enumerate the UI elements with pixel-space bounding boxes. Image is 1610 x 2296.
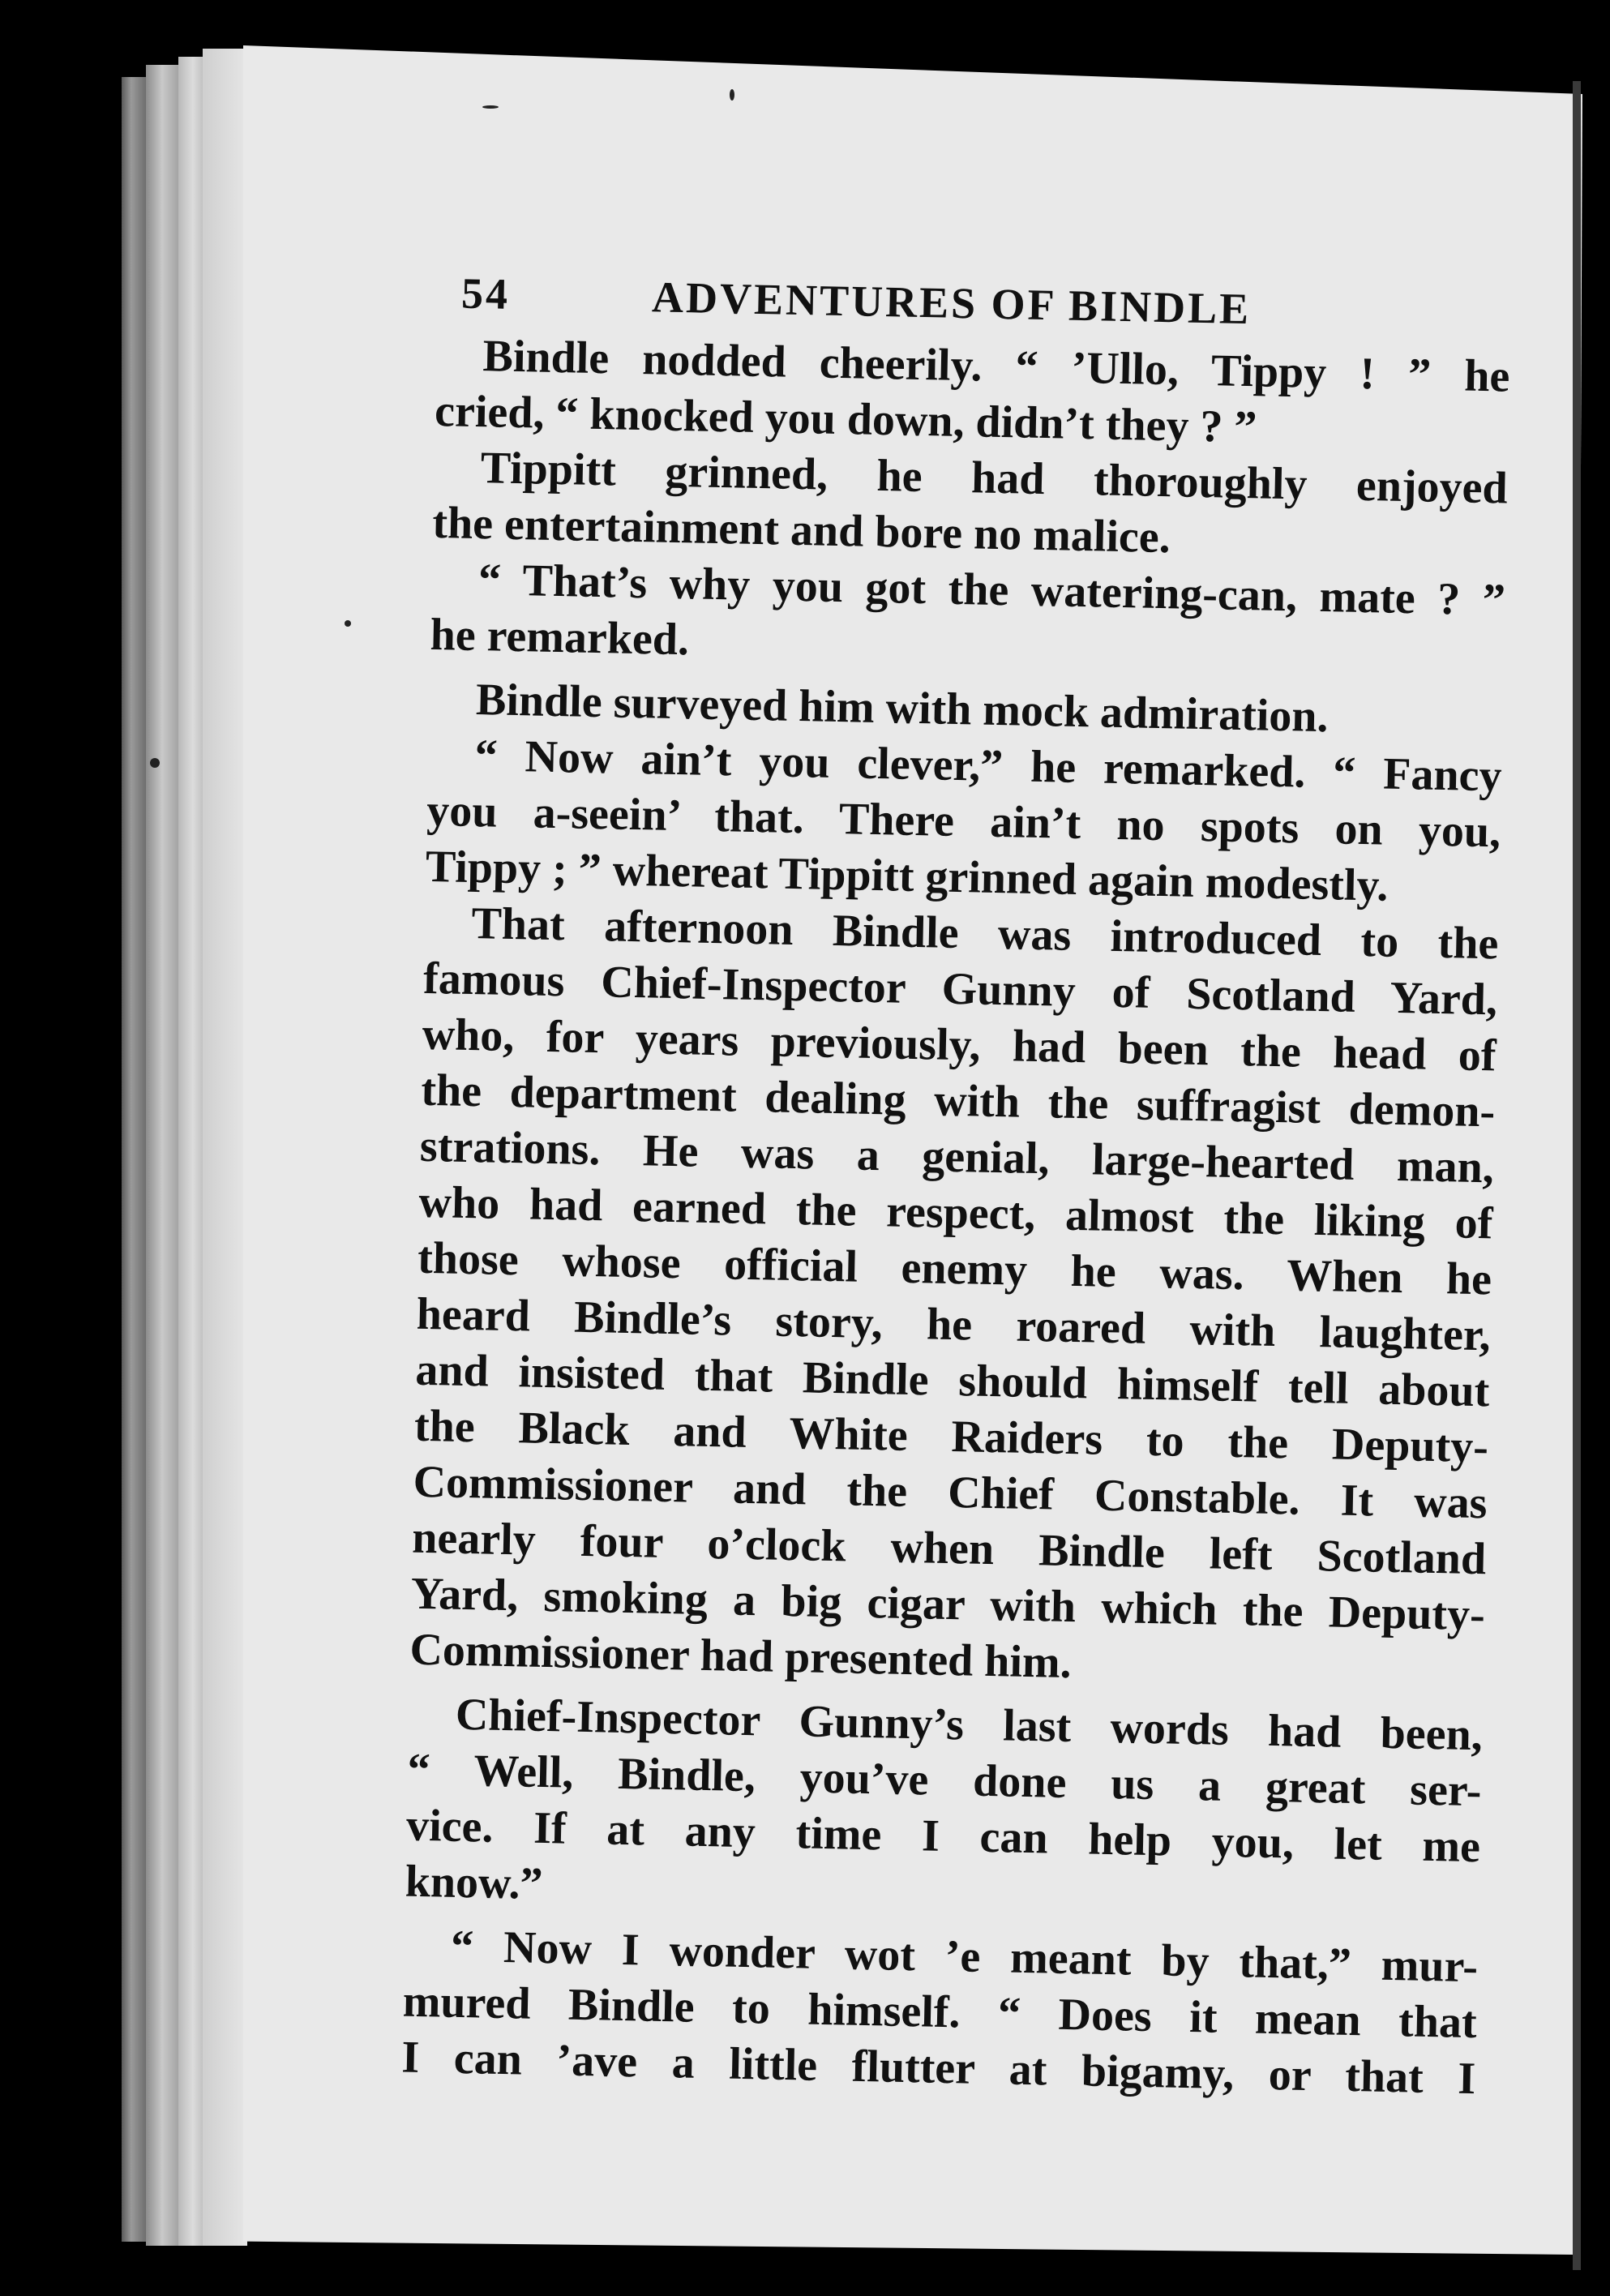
text-line: vice. If at any time I can help you, let me (405, 1800, 1481, 1873)
text-line: Chief-Inspector Gunny’s last words had been, (455, 1689, 1484, 1761)
page-number: 54 (460, 268, 511, 319)
text-line: the department dealing with the suffragist demon- (420, 1064, 1496, 1137)
text-line: Tippy ; ” whereat Tippitt grinned again modestly. (425, 841, 1389, 911)
page-right-edge (1573, 81, 1581, 2270)
text-line: “ Now I wonder wot ’e meant by that,” mur- (450, 1921, 1479, 1993)
text-line: famous Chief-Inspector Gunny of Scotland Yard, (422, 953, 1498, 1026)
text-line: nearly four o’clock when Bindle left Scotland (411, 1512, 1487, 1585)
text-line: Commissioner and the Chief Constable. It was (413, 1456, 1488, 1529)
text-line: Yard, smoking a big cigar with which the Deputy- (410, 1568, 1486, 1641)
book-title: ADVENTURES OF BINDLE (651, 272, 1252, 334)
text-line: heard Bindle’s story, he roared with laughter, (416, 1288, 1492, 1361)
book-edge-inner (178, 57, 203, 2246)
scan-speck (730, 89, 734, 101)
scan-speck (482, 105, 499, 109)
text-line: Bindle surveyed him with mock admiration. (475, 675, 1330, 743)
book-gutter (203, 49, 247, 2246)
text-line: I can ’ave a little flutter at bigamy, or that I (400, 2032, 1476, 2105)
text-line: “ That’s why you got the watering-can, mate ? ” (477, 555, 1506, 626)
text-line: “ Now ain’t you clever,” he remarked. “ Fancy (474, 730, 1503, 802)
page-text (401, 259, 1512, 2107)
text-line: he remarked. (430, 609, 690, 666)
scan-speck (345, 620, 351, 627)
text-line: the entertainment and bore no malice. (431, 497, 1171, 563)
book-edge-outer (122, 77, 146, 2242)
text-line: strations. He was a genial, large-hearted man, (419, 1120, 1495, 1193)
scan-speck (150, 758, 160, 768)
text-line: Commissioner had presented him. (409, 1624, 1073, 1689)
text-line: you a-seein’ that. There ain’t no spots on you, (426, 785, 1501, 858)
text-line: who, for years previously, had been the head of (422, 1009, 1497, 1082)
text-line: who had earned the respect, almost the liking of (418, 1176, 1494, 1249)
text-line: the Black and White Raiders to the Deputy- (413, 1400, 1489, 1473)
book-edge-middle (146, 65, 178, 2246)
text-line: cried, “ knocked you down, didn’t they ? ” (434, 385, 1258, 453)
text-line: know.” (405, 1856, 544, 1909)
text-line: those whose official enemy he was. When he (417, 1232, 1492, 1305)
text-line: Bindle nodded cheerily. “ ’Ullo, Tippy ! ” he (482, 331, 1510, 402)
text-line: mured Bindle to himself. “ Does it mean that (402, 1976, 1478, 2049)
text-line: “ Well, Bindle, you’ve done us a great ser- (406, 1744, 1482, 1817)
text-line: Tippitt grinned, he had thoroughly enjoyed (480, 443, 1509, 514)
text-line: and insisted that Bindle should himself tell about (414, 1344, 1490, 1417)
text-line: That afternoon Bindle was introduced to the (470, 898, 1499, 970)
